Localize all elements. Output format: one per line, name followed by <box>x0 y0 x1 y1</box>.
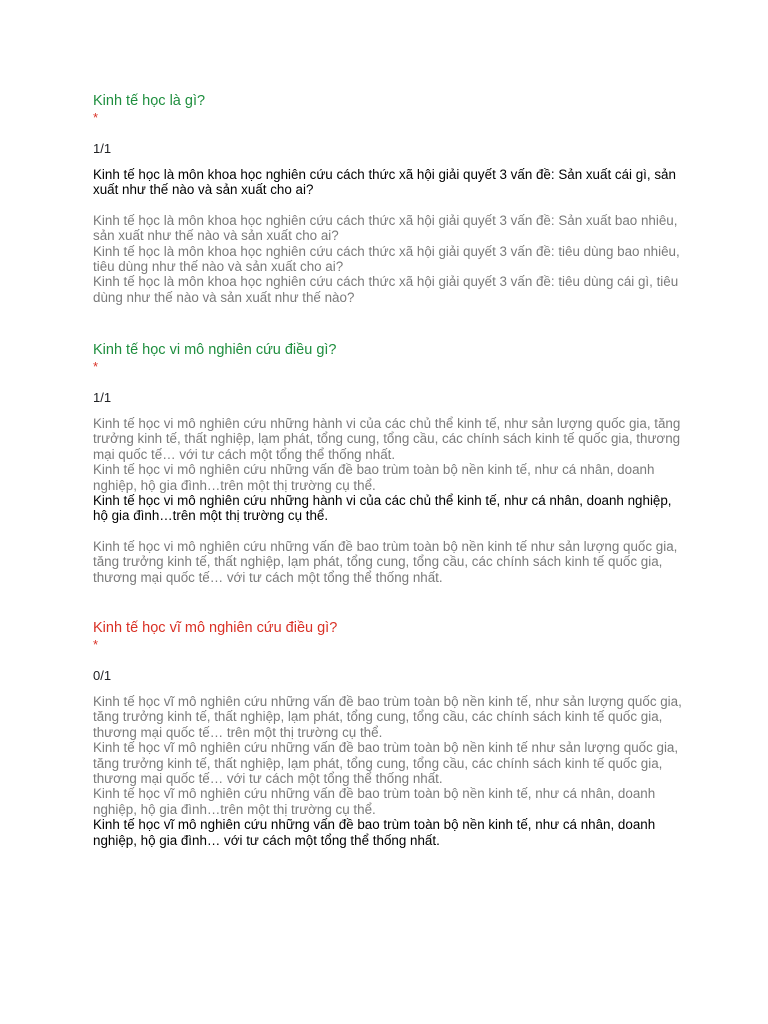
question-3 <box>93 619 683 848</box>
question-score: 1/1 <box>93 390 112 405</box>
question-score: 0/1 <box>93 668 112 683</box>
required-mark: * <box>93 359 99 374</box>
answer-option[interactable]: Kinh tế học vĩ mô nghiên cứu những vấn đề bao trùm toàn bộ nền kinh tế như sản lượng quốc gia, tăng trưởng kinh tế, thất nghiệp, lạm phát, tổng cung, tổng cầu, các chính sách kinh tế quốc gia, thương mại quốc tế… với tư cách một tổng thể thống nhất. <box>93 740 679 787</box>
question-score: 1/1 <box>93 141 112 156</box>
answer-option[interactable]: Kinh tế học vi mô nghiên cứu những hành vi của các chủ thể kinh tế, như sản lượng quốc gia, tăng trưởng kinh tế, thất nghiệp, lạm phát, tổng cung, tổng cầu, các chính sách kinh tế quốc gia, thương mại quốc tế… với tư cách một tổng thể thống nhất. <box>93 416 681 462</box>
answer-option[interactable]: Kinh tế học vi mô nghiên cứu những vấn đề bao trùm toàn bộ nền kinh tế như sản lượng quốc gia, tăng trưởng kinh tế, thất nghiệp, lạm phát, tổng cung, tổng cầu, các chính sách kinh tế quốc gia, thương mại quốc tế… với tư cách một tổng thể thống nhất. <box>93 538 678 585</box>
answer-option[interactable]: Kinh tế học vi mô nghiên cứu những hành vi của các chủ thể kinh tế, như cá nhân, doanh nghiệp, hộ gia đình…trên một thị trường cụ thể. <box>93 493 672 524</box>
answer-option[interactable]: Kinh tế học là môn khoa học nghiên cứu cách thức xã hội giải quyết 3 vấn đề: Sản xuất cái gì, sản xuất như thế nào và sản xuất cho ai? <box>93 167 676 198</box>
answer-option[interactable]: Kinh tế học là môn khoa học nghiên cứu cách thức xã hội giải quyết 3 vấn đề: Sản xuất bao nhiêu, sản xuất như thế nào và sản xuất cho ai? <box>93 212 678 244</box>
question-1 <box>93 92 683 305</box>
answer-option[interactable]: Kinh tế học vĩ mô nghiên cứu những vấn đề bao trùm toàn bộ nền kinh tế, như cá nhân, doanh nghiệp, hộ gia đình…trên một thị trường cụ thể. <box>93 786 656 817</box>
answer-option[interactable]: Kinh tế học là môn khoa học nghiên cứu cách thức xã hội giải quyết 3 vấn đề: tiêu dùng bao nhiêu, tiêu dùng như thế nào và sản xuất cho ai? <box>93 243 680 275</box>
question-title: Kinh tế học là gì? <box>93 93 206 109</box>
answer-option[interactable]: Kinh tế học là môn khoa học nghiên cứu cách thức xã hội giải quyết 3 vấn đề: tiêu dùng cái gì, tiêu dùng như thế nào và sản xuất như thế nào? <box>93 274 679 305</box>
answer-option[interactable]: Kinh tế học vĩ mô nghiên cứu những vấn đề bao trùm toàn bộ nền kinh tế, như cá nhân, doanh nghiệp, hộ gia đình… với tư cách một tổng thể thống nhất. <box>93 817 656 848</box>
question-title: Kinh tế học vi mô nghiên cứu điều gì? <box>93 342 337 358</box>
answer-option[interactable]: Kinh tế học vĩ mô nghiên cứu những vấn đề bao trùm toàn bộ nền kinh tế, như sản lượng quốc gia, tăng trưởng kinh tế, thất nghiệp, lạm phát, tổng cung, tổng cầu, các chính sách kinh tế quốc gia, thương mại quốc tế… trên một thị trường cụ thể. <box>93 694 682 740</box>
required-mark: * <box>93 637 99 652</box>
required-mark: * <box>93 110 99 125</box>
question-2 <box>93 341 683 585</box>
answer-option[interactable]: Kinh tế học vi mô nghiên cứu những vấn đề bao trùm toàn bộ nền kinh tế, như cá nhân, doanh nghiệp, hộ gia đình…trên một thị trường cụ thể. <box>93 462 655 493</box>
question-title: Kinh tế học vĩ mô nghiên cứu điều gì? <box>93 620 338 636</box>
